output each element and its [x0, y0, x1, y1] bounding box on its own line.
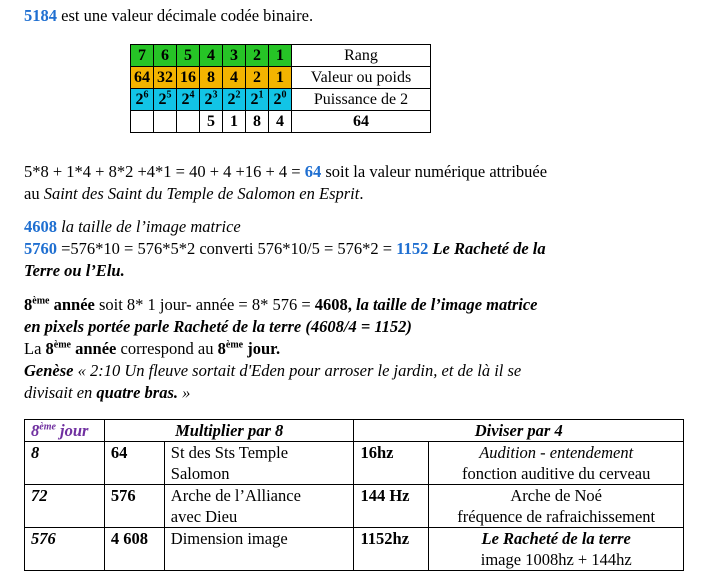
rank-cell: 4 — [200, 45, 223, 67]
rank-label: Rang — [292, 45, 431, 67]
binary-table — [130, 44, 431, 133]
rank-cell: 6 — [154, 45, 177, 67]
year-bold: 8 — [45, 339, 54, 358]
intro-text: est une valeur décimale codée binaire. — [57, 6, 314, 25]
rank-row — [131, 45, 431, 67]
rank-cell: 5 — [177, 45, 200, 67]
header-multiply: Multiplier par 8 — [104, 420, 354, 442]
weight-row — [131, 67, 431, 89]
row-multiplied: 576 — [104, 485, 164, 528]
year-sup: ème — [53, 339, 71, 351]
row-meaning: St des Sts Temple Salomon — [164, 442, 354, 485]
size-bold-italic: Le Racheté de la — [428, 239, 546, 258]
power-cell: $2^2$ — [223, 89, 246, 111]
year-bold: 8 — [217, 339, 226, 358]
size-text: =576*10 = 576*5*2 converti 576*10/5 = 576*2 = — [57, 239, 397, 258]
year-bold: jour. — [243, 339, 281, 358]
calc-text: soit la valeur numérique attribuée — [321, 162, 548, 181]
power-row — [131, 89, 431, 111]
power-cell: $2^0$ — [269, 89, 292, 111]
calc-italic: Saint des Saint du Temple de Salomon en Esprit — [43, 184, 360, 203]
weight-cell: 32 — [154, 67, 177, 89]
year-line-3 — [24, 339, 280, 359]
year-bold-italic: la taille de l’image matrice — [351, 295, 538, 314]
weight-cell: 4 — [223, 67, 246, 89]
row-description: Audition - entendement fonction auditive du cerveau — [429, 442, 684, 485]
power-cell: $2^3$ — [200, 89, 223, 111]
size-number: 4608 — [24, 217, 57, 236]
year-line-1 — [24, 295, 537, 315]
digit-cell: 4 — [269, 111, 292, 133]
digit-cell — [154, 111, 177, 133]
rank-cell: 7 — [131, 45, 154, 67]
rank-cell: 3 — [223, 45, 246, 67]
header-day: 8ème jour — [25, 420, 105, 442]
table-row — [25, 528, 684, 571]
year-bold-italic: en pixels portée parle Racheté de la terre (4608/4 = 1152) — [24, 317, 412, 336]
calc-line-2 — [24, 184, 363, 204]
weight-cell: 2 — [246, 67, 269, 89]
year-bold-italic: Genèse — [24, 361, 74, 380]
row-frequency: 1152hz — [354, 528, 429, 571]
calc-number: 64 — [304, 162, 322, 181]
year-text: La — [24, 339, 46, 358]
power-cell: $2^1$ — [246, 89, 269, 111]
power-label: Puissance de 2 — [292, 89, 431, 111]
size-bold-italic: Terre ou l’Elu. — [24, 261, 125, 280]
size-line-2 — [24, 239, 546, 259]
row-day: 72 — [25, 485, 105, 528]
size-number: 5760 — [24, 239, 57, 258]
power-cell: $2^5$ — [154, 89, 177, 111]
digit-cell: 8 — [246, 111, 269, 133]
rank-cell: 1 — [269, 45, 292, 67]
power-cell: $2^4$ — [177, 89, 200, 111]
size-line-3 — [24, 261, 125, 281]
year-text: correspond au — [116, 339, 218, 358]
row-meaning: Arche de l’Alliance avec Dieu — [164, 485, 354, 528]
row-day: 576 — [25, 528, 105, 571]
header-divide: Diviser par 4 — [354, 420, 684, 442]
calc-text: au — [24, 184, 44, 203]
row-multiplied: 64 — [104, 442, 164, 485]
digit-row — [131, 111, 431, 133]
digit-cell — [177, 111, 200, 133]
table-header-row — [25, 420, 684, 442]
digit-cell: 1 — [223, 111, 246, 133]
year-bold: 8 — [24, 295, 33, 314]
year-line-4 — [24, 361, 521, 381]
weight-cell: 64 — [131, 67, 154, 89]
row-description: Arche de Noé fréquence de rafraichissement — [429, 485, 684, 528]
row-frequency: 144 Hz — [354, 485, 429, 528]
row-multiplied: 4 608 — [104, 528, 164, 571]
row-meaning: Dimension image — [164, 528, 354, 571]
digit-total: 64 — [292, 111, 431, 133]
weight-cell: 1 — [269, 67, 292, 89]
digit-cell: 5 — [200, 111, 223, 133]
calc-text: . — [359, 184, 364, 203]
table-row — [25, 485, 684, 528]
year-bold: 4608, — [314, 295, 352, 314]
row-description: Le Racheté de la terre image 1008hz + 144hz — [429, 528, 684, 571]
power-cell: $2^6$ — [131, 89, 154, 111]
year-italic: « 2:10 Un fleuve sortait d'Eden pour arroser le jardin, et de là il se — [73, 361, 522, 380]
size-text: la taille de l’image matrice — [57, 217, 241, 236]
weight-cell: 8 — [200, 67, 223, 89]
row-day: 8 — [25, 442, 105, 485]
intro-number: 5184 — [24, 6, 57, 25]
year-italic: » — [178, 383, 191, 402]
multiplier-table — [24, 419, 684, 571]
year-bold-italic: quatre bras. — [96, 383, 179, 402]
year-sup: ème — [32, 295, 50, 307]
rank-cell: 2 — [246, 45, 269, 67]
calc-line-1 — [24, 162, 547, 182]
table-row — [25, 442, 684, 485]
intro-line — [24, 6, 313, 26]
row-frequency: 16hz — [354, 442, 429, 485]
year-line-2 — [24, 317, 412, 337]
year-line-5 — [24, 383, 190, 403]
size-number: 1152 — [396, 239, 429, 258]
year-text: soit 8* 1 jour- année = 8* 576 = — [94, 295, 315, 314]
size-line-1 — [24, 217, 241, 237]
weight-label: Valeur ou poids — [292, 67, 431, 89]
year-italic: divisait en — [24, 383, 97, 402]
digit-cell — [131, 111, 154, 133]
year-bold: année — [71, 339, 117, 358]
weight-cell: 16 — [177, 67, 200, 89]
year-sup: ème — [225, 339, 244, 351]
calc-text: 5*8 + 1*4 + 8*2 +4*1 = 40 + 4 +16 + 4 = — [24, 162, 305, 181]
year-bold: année — [49, 295, 95, 314]
